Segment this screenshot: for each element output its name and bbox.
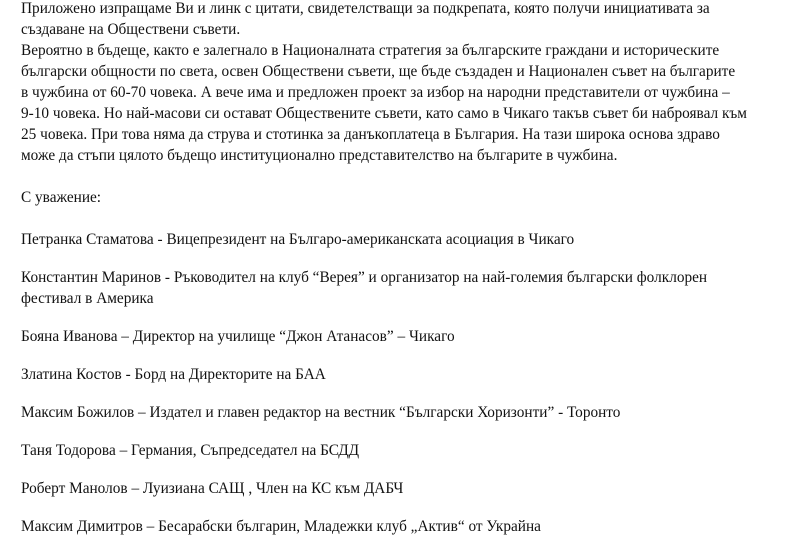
signatory-line: фестивал в Америка	[21, 290, 154, 307]
signatory-entry	[21, 364, 791, 385]
signatory-line: Златина Костов - Борд на Директорите на БАА	[21, 366, 326, 383]
signatory-line: Максим Божилов – Издател и главен редактор на вестник “Български Хоризонти” - Торонто	[21, 404, 621, 421]
signatory-entry	[21, 478, 791, 499]
intro-paragraph	[21, 0, 791, 166]
salutation: С уважение:	[21, 189, 102, 206]
intro-line: може да стъпи цялото бъдещо институционално представителство на българите в чужбина.	[21, 147, 618, 164]
signatory-entry	[21, 516, 791, 537]
signatory-line: Таня Тодорова – Германия, Съпредседател на БСДД	[21, 442, 360, 459]
signatory-entry	[21, 267, 791, 309]
signatory-entry	[21, 326, 791, 347]
intro-line: Вероятно в бъдеще, както е залегнало в Националната стратегия за българските граждани и историческите	[21, 42, 720, 59]
signatory-line: Максим Димитров – Бесарабски българин, Младежки клуб „Актив“ от Украйна	[21, 518, 541, 535]
intro-line: 9-10 човека. Но най-масови си остават Обществените съвети, като само в Чикаго такъв съвет би наброявал към	[21, 105, 747, 122]
intro-line: Приложено изпращаме Ви и линк с цитати, свидетелстващи за подкрепата, която получи инициативата за	[21, 0, 710, 17]
intro-line: български общности по света, освен Обществени съвети, ще бъде създаден и Национален съвет на българите	[21, 63, 736, 80]
signatory-line: Роберт Манолов – Луизиана САЩ , Член на КС към ДАБЧ	[21, 480, 404, 497]
signatory-line: Петранка Стаматова - Вицепрезидент на Българо-американската асоциация в Чикаго	[21, 231, 575, 248]
signatory-line: Константин Маринов - Ръководител на клуб “Верея” и организатор на най-големия български фолклорен	[21, 269, 708, 286]
signatory-entry	[21, 440, 791, 461]
intro-line: създаване на Обществени съвети.	[21, 21, 241, 38]
signatory-entry	[21, 229, 791, 250]
signatory-line: Бояна Иванова – Директор на училище “Джон Атанасов” – Чикаго	[21, 328, 455, 345]
signatory-entry	[21, 402, 791, 423]
intro-line: 25 човека. При това няма да струва и стотинка за данъкоплатеца в България. На тази широка основа здраво	[21, 126, 720, 143]
signatory-list	[21, 229, 791, 537]
document-body	[21, 0, 791, 537]
intro-line: в чужбина от 60-70 човека. А вече има и предложен проект за избор на народни представители от чужбина –	[21, 84, 730, 101]
